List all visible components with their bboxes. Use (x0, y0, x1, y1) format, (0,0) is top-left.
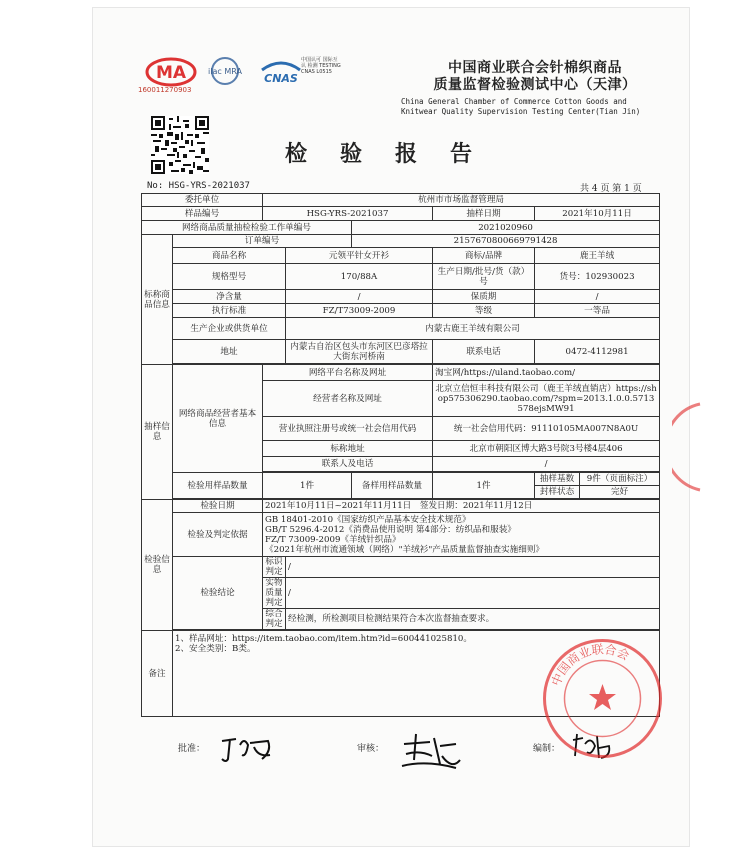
table-row (142, 221, 660, 235)
phone-value: 0472-4112981 (535, 340, 660, 364)
basis-line: FZ/T 73009-2009《羊绒针织品》 (265, 534, 401, 545)
basis-line: GB 18401-2010《国家纺织产品基本安全技术规范》 (265, 514, 471, 525)
base-label: 抽样基数 (535, 473, 580, 486)
brand-label: 商标/品牌 (433, 248, 535, 264)
remarks-label: 备注 (142, 631, 173, 717)
approve-signature-icon (218, 733, 276, 765)
grade-value: 一等品 (535, 304, 660, 318)
qty-value: 1件 (263, 473, 352, 499)
basis-label: 检验及判定依据 (173, 513, 263, 557)
platform-value: 淘宝网/https://uland.taobao.com/ (433, 365, 660, 381)
task-no-value: 2021020960 (352, 221, 660, 235)
basis-value (263, 513, 660, 557)
address-value: 内蒙古自治区包头市东河区巴彦塔拉大街东河桥南 (286, 340, 433, 364)
label-judge-value: / (286, 557, 660, 578)
table-row (142, 318, 660, 340)
table-row (142, 340, 660, 364)
org-name-en-line2: Knitwear Quality Supervision Testing Center(Tian Jin) (401, 107, 641, 116)
table-row (142, 290, 660, 304)
svg-text:ilac MRA: ilac MRA (208, 67, 242, 76)
inspect-info-label: 检验信息 (142, 500, 173, 631)
org-name-cn-line1: 中国商业联合会针棉织商品 (448, 60, 622, 76)
table-row (142, 235, 660, 248)
product-name-label: 商品名称 (173, 248, 286, 264)
cnas-text: 中国认可 国际互认 检测 TESTING CNAS L0515 (301, 57, 341, 75)
sample-no-label: 样品编号 (142, 207, 263, 221)
compile-label: 编制： (533, 744, 561, 754)
address-label: 地址 (173, 340, 286, 364)
official-seal-icon (540, 636, 665, 761)
spec-label: 规格型号 (173, 264, 286, 290)
cma-logo-icon (145, 57, 197, 87)
overall-label: 综合判定 (263, 609, 286, 630)
net-label: 净含量 (173, 290, 286, 304)
svg-text:CNAS: CNAS (264, 72, 298, 85)
sampling-info-label: 抽样信息 (142, 365, 173, 500)
remarks-line: 1、样品网址：https://item.taobao.com/item.htm?id=600441025810。 (175, 634, 472, 644)
sampling-date-value: 2021年10月11日 (535, 207, 660, 221)
overall-value: 经检测，所检测项目检测结果符合本次监督抽查要求。 (286, 609, 660, 630)
quality-judge-label: 实物质量判定 (263, 578, 286, 609)
brand-value: 鹿王羊绒 (535, 248, 660, 264)
order-no-label: 订单编号 (173, 235, 352, 248)
nominal-address-value: 北京市朝阳区博大路3号院3号楼4层406 (433, 441, 660, 457)
nominal-address-label: 标称地址 (263, 441, 433, 457)
qr-code-icon (151, 116, 209, 174)
producer-label: 生产企业或供货单位 (173, 318, 286, 340)
cnas-logo-icon (256, 56, 306, 92)
org-name-en-line1: China General Chamber of Commerce Cotton Goods and (401, 97, 627, 106)
quality-judge-value: / (286, 578, 660, 609)
task-no-label: 网络商品质量抽检检验工作单编号 (142, 221, 352, 235)
report-title: 检验报告 (285, 141, 506, 167)
seal-text: 中国商业联合会 (548, 642, 632, 688)
remarks-line: 2、安全类别：B类。 (175, 644, 256, 654)
table-row (142, 304, 660, 318)
seller-info-label: 网络商品经营者基本信息 (173, 365, 263, 473)
seller-name-label: 经营者名称及网址 (263, 381, 433, 417)
seal-value: 完好 (580, 486, 660, 499)
standard-value: FZ/T73009-2009 (286, 304, 433, 318)
ilac-mra-logo-icon (204, 56, 246, 86)
table-row (142, 207, 660, 221)
platform-label: 网络平台名称及网址 (263, 365, 433, 381)
table-row (142, 194, 660, 207)
spec-value: 170/88A (286, 264, 433, 290)
qty-label: 检验用样品数量 (173, 473, 263, 499)
partial-seal-icon (672, 402, 702, 492)
report-number: No: HSG-YRS-2021037 (147, 181, 250, 191)
conclusion-label: 检验结论 (173, 557, 263, 630)
label-judge-label: 标识判定 (263, 557, 286, 578)
table-row (142, 248, 660, 264)
shelf-value: / (535, 290, 660, 304)
batch-label: 生产日期/批号/货（款）号 (433, 264, 535, 290)
org-name-cn-line2: 质量监督检验测试中心（天津） (433, 77, 637, 93)
sample-no-value: HSG-YRS-2021037 (263, 207, 433, 221)
review-signature-icon (396, 730, 466, 772)
org-name-cn (405, 60, 665, 94)
table-row (142, 557, 660, 578)
producer-value: 内蒙古鹿王羊绒有限公司 (286, 318, 660, 340)
table-row (142, 500, 660, 513)
net-value: / (286, 290, 433, 304)
table-row (142, 264, 660, 290)
seller-name-value: 北京立信恒丰科技有限公司（鹿王羊绒直销店）https://shop575306290.taobao.com/?spm=2013.1.0.0.5713578ejsMW91 (433, 381, 660, 417)
backup-value: 1件 (433, 473, 535, 499)
license-value: 统一社会信用代码：91110105MA007N8A0U (433, 417, 660, 441)
contact-value: / (433, 457, 660, 472)
approve-label: 批准： (178, 744, 206, 754)
cma-number: 160011270903 (138, 86, 192, 94)
base-value: 9件（页面标注） (580, 473, 660, 486)
sampling-date-label: 抽样日期 (433, 207, 535, 221)
date-label: 检验日期 (173, 500, 263, 513)
batch-value: 货号：102930023 (535, 264, 660, 290)
contact-label: 联系人及电话 (263, 457, 433, 472)
basis-line: GB/T 5296.4-2012《消费品使用说明 第4部分：纺织品和服装》 (265, 524, 516, 535)
basis-line: 《2021年杭州市流通领域（网络）"羊绒衫"产品质量监督抽查实施细则》 (265, 544, 545, 555)
table-row (142, 365, 660, 381)
phone-label: 联系电话 (433, 340, 535, 364)
shelf-label: 保质期 (433, 290, 535, 304)
product-name-value: 元领平针女开衫 (286, 248, 433, 264)
svg-text:MA: MA (155, 63, 187, 83)
review-label: 审核： (357, 744, 385, 754)
org-name-en (401, 97, 691, 117)
standard-label: 执行标准 (173, 304, 286, 318)
backup-label: 备样用样品数量 (352, 473, 433, 499)
page-count: 共 4 页 第 1 页 (580, 184, 642, 194)
grade-label: 等级 (433, 304, 535, 318)
license-label: 营业执照注册号或统一社会信用代码 (263, 417, 433, 441)
client-label: 委托单位 (142, 194, 263, 207)
table-row (142, 513, 660, 557)
date-value: 2021年10月11日~2021年11月11日 签发日期：2021年11月12日 (263, 500, 660, 513)
client-value: 杭州市市场监督管理局 (263, 194, 660, 207)
sample-info-label: 标称商品信息 (142, 235, 173, 365)
seal-label: 封样状态 (535, 486, 580, 499)
order-no-value: 2157670800669791428 (352, 235, 660, 248)
table-row (142, 473, 660, 486)
